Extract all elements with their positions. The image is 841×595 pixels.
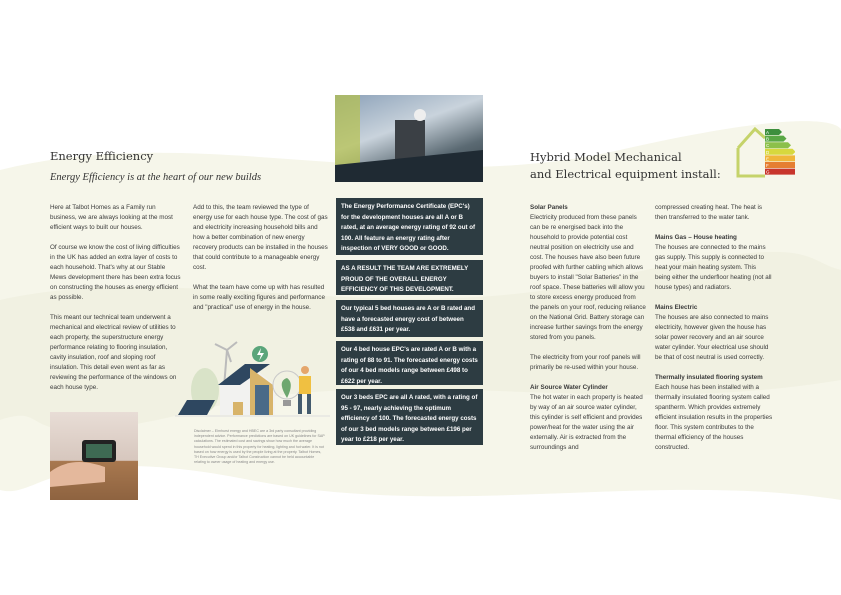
epc-band-letter: E xyxy=(766,156,770,162)
eco-house-illustration xyxy=(175,340,330,425)
highlight-box-epc: The Energy Performance Certificate (EPC's) for the development houses are all A or B rated, at an average energy rating of 92 out of 100. All feature an energy rating after inspection of VERY GOOD or GOOD. xyxy=(336,198,483,255)
equipment-item xyxy=(530,383,646,453)
item-text: Electricity produced from these panels can be re energised back into the household to provide potential cost neutral position on electricity use and cost. The houses have also been future proofed with further cabling which allows buyers to install "Solar Batteries" in the roof space. These batteries will allow you to store excess energy produced from the panels on your roof, reducing reliance on the National Grid. Battery storage can increase further savings from the energy stored from you panels. xyxy=(530,214,646,341)
paragraph: This meant our technical team underwent a mechanical and electrical review of utilities to each property, the superstructure energy performance relating to flooring insulation, cavity insulation, roof and sloping roof insulation. This detail even went as far as reviewing the performance of the windows on each house type. xyxy=(50,314,177,391)
highlight-box-3bed: Our 3 beds EPC are all A rated, with a rating of 95 - 97, nearly achieving the optimum efficiency of 100. The forecasted energy costs of our 3 bed models range between £196 per year to £218 per year. xyxy=(336,389,483,445)
item-heading: Mains Electric xyxy=(655,304,698,311)
epc-band-f xyxy=(765,162,795,168)
intro-column-1 xyxy=(50,203,182,403)
equipment-item xyxy=(530,353,646,373)
item-text: compressed creating heat. The heat is then transferred to the water tank. xyxy=(655,204,762,221)
intro-column-2 xyxy=(193,203,328,323)
page-title: Energy Efficiency xyxy=(50,149,154,163)
paragraph: What the team have come up with has resulted in some really exciting figures and performance and "practical" use of energy in the house. xyxy=(193,284,325,311)
item-text: The houses are connected to the mains gas supply. This supply is connected to heat your main heating system. This being either the underfloor heating (not all house types) and radiators. xyxy=(655,244,772,291)
epc-band-d xyxy=(765,149,795,155)
epc-band-e xyxy=(765,155,795,161)
item-text: The hot water in each property is heated by way of an air source water cylinder, this cylinder is self efficient and provides power/heat for the water using the air externally. Air is extracted from the surroundings and xyxy=(530,394,643,451)
epc-rating-house-icon xyxy=(735,126,795,183)
epc-band-letter: B xyxy=(766,136,770,142)
item-text: The houses are also connected to mains electricity, however given the house has solar power recovery and an air source water cylinder. Your electrical use should be that of cost neutral is used correctly. xyxy=(655,314,769,361)
section-title-line: and Electrical equipment install: xyxy=(530,167,721,181)
paragraph: Here at Talbot Homes as a Family run business, we are always looking at the most efficient ways to built our houses. xyxy=(50,204,173,231)
highlight-box-proud: AS A RESULT THE TEAM ARE EXTREMELY PROUD OF THE OVERALL ENERGY EFFICIENCY OF THIS DEVELOPMENT. xyxy=(336,260,483,295)
highlight-box-4bed: Our 4 bed house EPC's are rated A or B with a rating of 88 to 91. The forecasted energy costs of our 4 bed models range between £498 to £622 per year. xyxy=(336,341,483,385)
disclaimer: Disclaimer – Elmhurst energy and HBEC are a 3rd party consultant providing independent advice. Performance predictions are based on UK guidelines for SAP calculations. The estimated cost and savings show how much the average household would spend in this property for heating, lighting and hot water. It is not based on how energy is used by the people living at the property. Talbot Homes, TH Executive Group and/or Talbot Construction cannot be held accountable relating to owner usage of heating and energy use. xyxy=(194,429,325,465)
paragraph: Of course we know the cost of living difficulties in the UK has added an extra layer of costs to each household. That's why at our Stable Mews development there has been extra focus on constructing the houses as energy efficient as possible. xyxy=(50,244,181,301)
item-text: Each house has been installed with a thermally insulated flooring system called spantherm. Which provides extremely efficient insulation results in the properties floor. This system contributes to the thermal efficiency of the houses constructed. xyxy=(655,384,773,451)
epc-band-letter: D xyxy=(766,149,770,155)
item-heading: Solar Panels xyxy=(530,204,568,211)
epc-band-letter: A xyxy=(766,130,770,135)
solar-installers-photo xyxy=(335,95,483,182)
item-heading: Thermally insulated flooring system xyxy=(655,374,763,381)
equipment-column-2 xyxy=(655,203,773,463)
equipment-item xyxy=(655,303,773,363)
equipment-column-1 xyxy=(530,203,646,463)
epc-band-letter: G xyxy=(766,169,770,175)
item-text: The electricity from your roof panels will primarily be re-used within your house. xyxy=(530,354,641,371)
epc-band-letter: F xyxy=(766,163,769,168)
section-title xyxy=(530,149,721,183)
equipment-item xyxy=(655,373,773,453)
item-heading: Air Source Water Cylinder xyxy=(530,384,608,391)
item-heading: Mains Gas – House heating xyxy=(655,234,737,241)
equipment-item xyxy=(655,203,773,223)
equipment-item xyxy=(530,203,646,343)
equipment-item xyxy=(655,233,773,293)
highlight-box-5bed: Our typical 5 bed houses are A or B rated and have a forecasted energy cost of between £538 and £631 per year. xyxy=(336,300,483,337)
smart-meter-photo xyxy=(50,412,138,500)
paragraph: Add to this, the team reviewed the type of energy use for each house type. The cost of gas and electricity increasing household bills and how a better combination of new energy recovery products can be installed in the houses that could contribute to a manageable energy cost. xyxy=(193,204,328,271)
section-title-line: Hybrid Model Mechanical xyxy=(530,150,682,164)
epc-band-letter: C xyxy=(766,143,770,149)
page-subtitle: Energy Efficiency is at the heart of our new builds xyxy=(50,172,262,183)
